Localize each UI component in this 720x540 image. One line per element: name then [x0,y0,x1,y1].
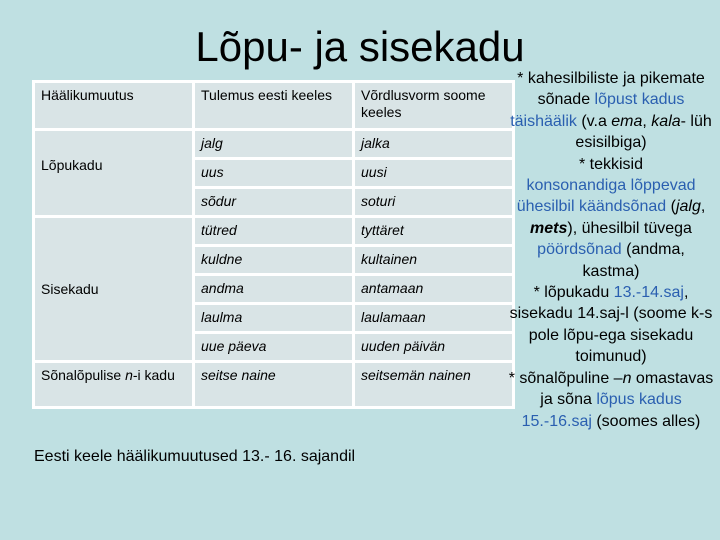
note-example: mets [530,219,568,237]
note-text: , [642,112,652,130]
estonian-cell: sõdur [194,188,354,217]
note-text: (andma, kastma) [582,241,685,280]
note-highlight: pöördsõnad [537,241,622,259]
group-label: Lõpukadu [41,157,103,173]
note-text: lõpus kadus 15.-16.saj [521,391,682,430]
note-highlight: konsonandiga lõppevad ühesilbil käändsõnad [516,177,696,216]
finnish-cell: uuden päivän [354,333,514,362]
estonian-cell: seitse naine [194,362,354,408]
group-label-cell [34,362,194,408]
estonian-cell: laulma [194,304,354,333]
note-example: n [622,369,632,387]
notes-panel [508,68,714,432]
note-highlight: 13.-14.saj [613,284,684,302]
finnish-cell: soturi [354,188,514,217]
header-cell: Võrdlusvorm soome keeles [354,82,514,130]
note-text: tüvega [643,219,692,237]
group-label: Sõnalõpulise [41,367,126,383]
note-example: jalg [675,198,701,216]
note-text: (v.a [576,112,612,130]
header-cell: Häälikumuutus [34,82,194,130]
finnish-cell: antamaan [354,275,514,304]
note-text: ( [666,198,676,216]
note-text: , sisekadu 14.saj-l (soome k-s pole lõpu-ega sisekadu toimunud) [509,284,713,366]
finnish-cell: seitsemän nainen [354,362,514,408]
note-text: (soomes alles) [591,412,701,430]
note-text: * lõpukadu [533,284,614,302]
estonian-cell: tütred [194,217,354,246]
group-label-cell [34,130,194,217]
note-text: - lüh esisilbiga) [575,112,712,152]
group-label-italic: n [125,367,133,383]
slide-title: Lõpu- ja sisekadu [195,23,525,70]
finnish-cell: laulamaan [354,304,514,333]
note-text: * kahesilbiliste ja pikemate sõnade [517,70,705,109]
finnish-cell: tyttäret [354,217,514,246]
group-label-cell [34,217,194,362]
note-text: omastavas ja sõna [540,369,714,409]
table-row [34,217,514,246]
estonian-cell: andma [194,275,354,304]
note-text: ), ühesilbil [567,219,640,237]
table-caption: Eesti keele häälikumuutused 13.- 16. sajandil [34,448,356,465]
table-row [34,130,514,159]
note-example: ema [611,112,643,130]
finnish-cell: kultainen [354,246,514,275]
note-highlight: lõpust kadus täishäälik [510,91,685,130]
estonian-cell: kuldne [194,246,354,275]
finnish-cell: jalka [354,130,514,159]
group-label-tail: -i kadu [132,367,175,383]
estonian-cell: uue päeva [194,333,354,362]
finnish-cell: uusi [354,159,514,188]
group-label: Sisekadu [41,280,99,297]
note-text: , [700,198,706,216]
table-header-row [34,82,514,130]
note-text: * tekkisid [578,155,644,173]
table-row [34,362,514,408]
header-cell: Tulemus eesti keeles [194,82,354,130]
sound-change-table [32,80,515,409]
estonian-cell: jalg [194,130,354,159]
note-text: * sõnalõpuline – [508,369,623,387]
note-example: kala [651,112,681,130]
estonian-cell: uus [194,159,354,188]
